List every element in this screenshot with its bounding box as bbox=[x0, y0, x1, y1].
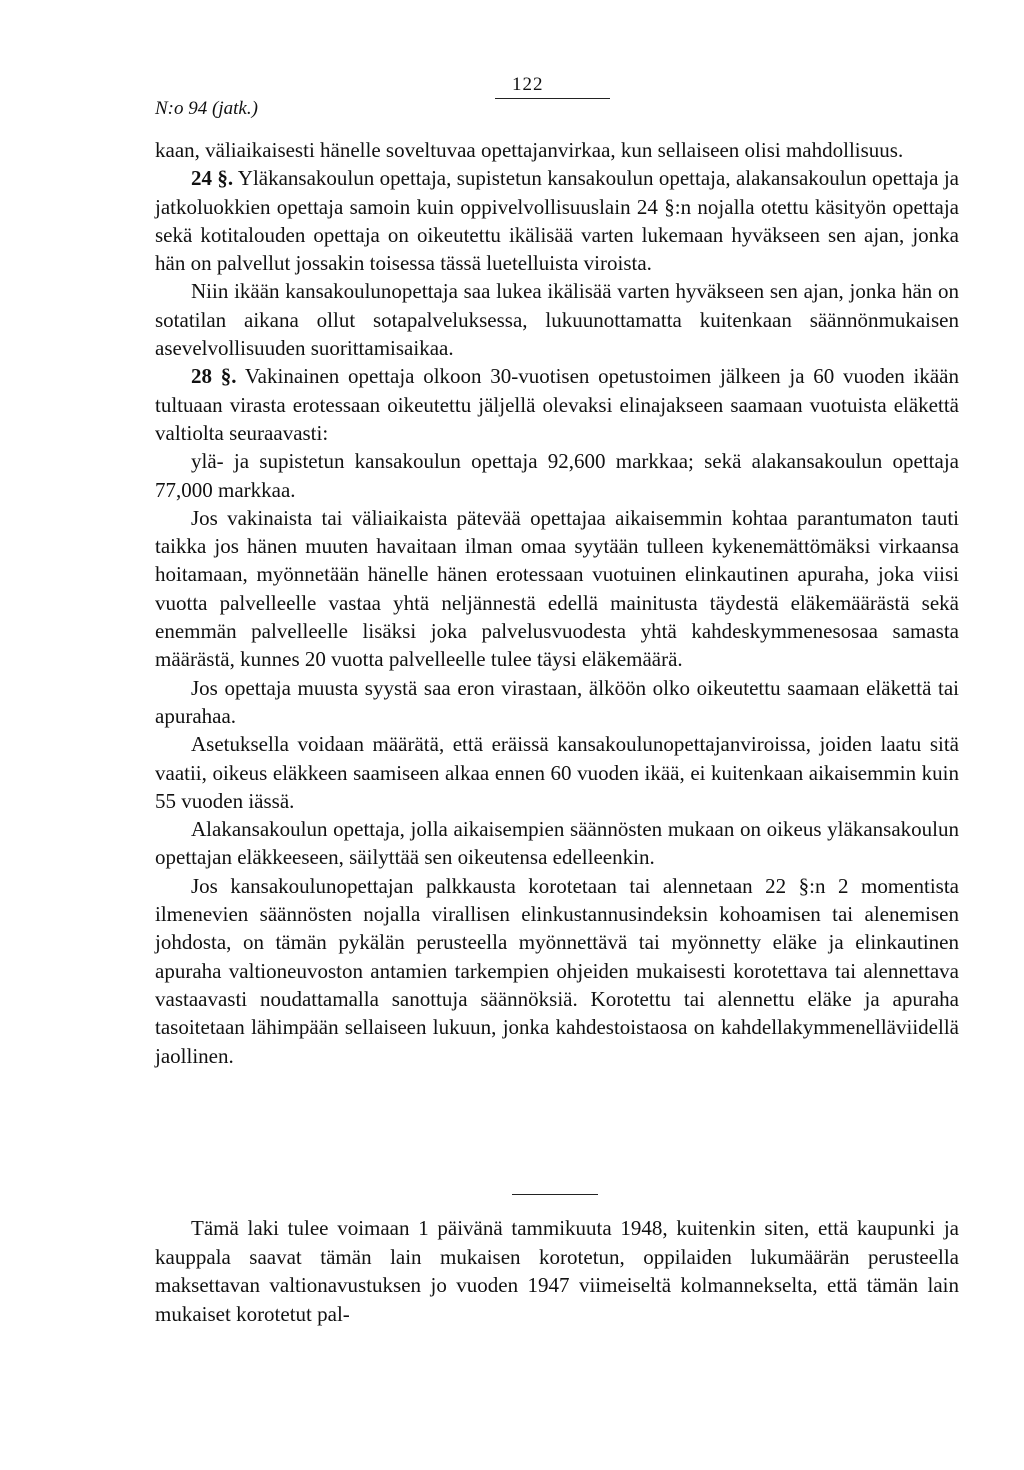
paragraph: Tämä laki tulee voimaan 1 päivänä tammikuuta 1948, kuitenkin siten, että kaupunki ja kauppala saavat tämän lain mukaisen korotetun, oppilaiden lukumäärän perusteella maksettavan valtionavustuksen jo vuoden 1947 viimeiseltä kolmannekselta, että tämän lain mukaiset korotetut pal- bbox=[155, 1216, 959, 1326]
paragraph: Jos vakinaista tai väliaikaista pätevää opettajaa aikaisemmin kohtaa parantumaton tauti taikka jos hänen muuten havaitaan ilman omaa syytään tulleen kykenemättömäksi virkaansa hoitamaan, myönnetään hänelle hänen erotessaan vuotuinen elinkautinen apuraha, joka viisi vuotta palvelleelle vastaa yhtä neljännestä edellä mainitusta täydestä eläkemäärästä sekä enemmän palvelleelle lisäksi joka palvelusvuodesta yhtä kahdeskymmenesosaa samasta määrästä, kunnes 20 vuotta palvelleelle tulee täysi eläkemäärä. bbox=[155, 505, 959, 672]
paragraph: Asetuksella voidaan määrätä, että eräissä kansakoulunopettajanviroissa, joiden laatu sitä vaatii, oikeus eläkkeen saamiseen alkaa ennen 60 vuoden ikää, ei kuitenkaan aikaisemmin kuin 55 vuoden iässä. bbox=[155, 732, 959, 813]
running-head: N:o 94 (jatk.) bbox=[155, 98, 258, 119]
section-28-paragraph bbox=[155, 362, 959, 447]
paragraph: Niin ikään kansakoulunopettaja saa lukea ikälisää varten hyväkseen sen ajan, jonka hän on sotatilan aikana ollut sotapalveluksessa, lukuunottamatta kuitenkaan säännönmukaisen asevelvollisuuden suorittamisaikaa. bbox=[155, 279, 959, 361]
paragraph: Jos kansakoulunopettajan palkkausta korotetaan tai alennetaan 22 §:n 2 momentista ilmenevien säännösten nojalla virallisen elinkustannusindeksin kohoamisen tai alenemisen johdosta, on tämän pykälän perusteella myönnettävä tai myönnetty eläke ja elinkautinen apuraha valtioneuvoston antamien tarkempien ohjeiden mukaisesti korotettava tai alennettava vastaavasti noudattamalla sanottuja säännöksiä. Korotettu tai alennettu eläke ja apuraha tasoitetaan lähimpään sellaiseen lukuun, jonka kahdestoistaosa on kahdellakymmenelläviidellä jaollinen. bbox=[155, 873, 959, 1068]
closing-text bbox=[155, 1214, 959, 1328]
section-divider bbox=[512, 1194, 598, 1195]
page-number: 122 bbox=[512, 74, 544, 95]
paragraph-text: Vakinainen opettaja olkoon 30-vuotisen opetustoimen jälkeen ja 60 vuoden ikään tultuaan virasta erotessaan oikeutettu jäljellä olevaksi elinajakseen saamaan vuotuista eläkettä valtiolta seuraavasti: bbox=[155, 364, 959, 445]
page-number-rule bbox=[495, 98, 610, 99]
paragraph: Jos opettaja muusta syystä saa eron virastaan, älköön olko oikeutettu saamaan eläkettä tai apurahaa. bbox=[155, 675, 959, 728]
paragraph-text: Yläkansakoulun opettaja, supistetun kansakoulun opettaja, alakansakoulun opettaja ja jatkoluokkien opettaja samoin kuin oppivelvollisuuslain 24 §:n nojalla otettu käsityön opettaja sekä kotitalouden opettaja on oikeutettu ikälisää varten lukemaan hyväkseen sen ajan, jonka hän on palvellut jossakin toisessa tässä luetelluista viroista. bbox=[155, 166, 960, 276]
section-number: 24 §. bbox=[191, 166, 234, 191]
paragraph: kaan, väliaikaisesti hänelle soveltuvaa opettajanvirkaa, kun sellaiseen olisi mahdollisuus. bbox=[155, 138, 904, 162]
section-number: 28 §. bbox=[191, 364, 237, 389]
body-text bbox=[155, 136, 959, 1070]
paragraph: ylä- ja supistetun kansakoulun opettaja 92,600 markkaa; sekä alakansakoulun opettaja 77,000 markkaa. bbox=[155, 449, 959, 502]
section-24-paragraph bbox=[155, 164, 959, 277]
paragraph: Alakansakoulun opettaja, jolla aikaisempien säännösten mukaan on oikeus yläkansakoulun opettajan eläkkeeseen, säilyttää sen oikeutensa edelleenkin. bbox=[155, 817, 959, 870]
